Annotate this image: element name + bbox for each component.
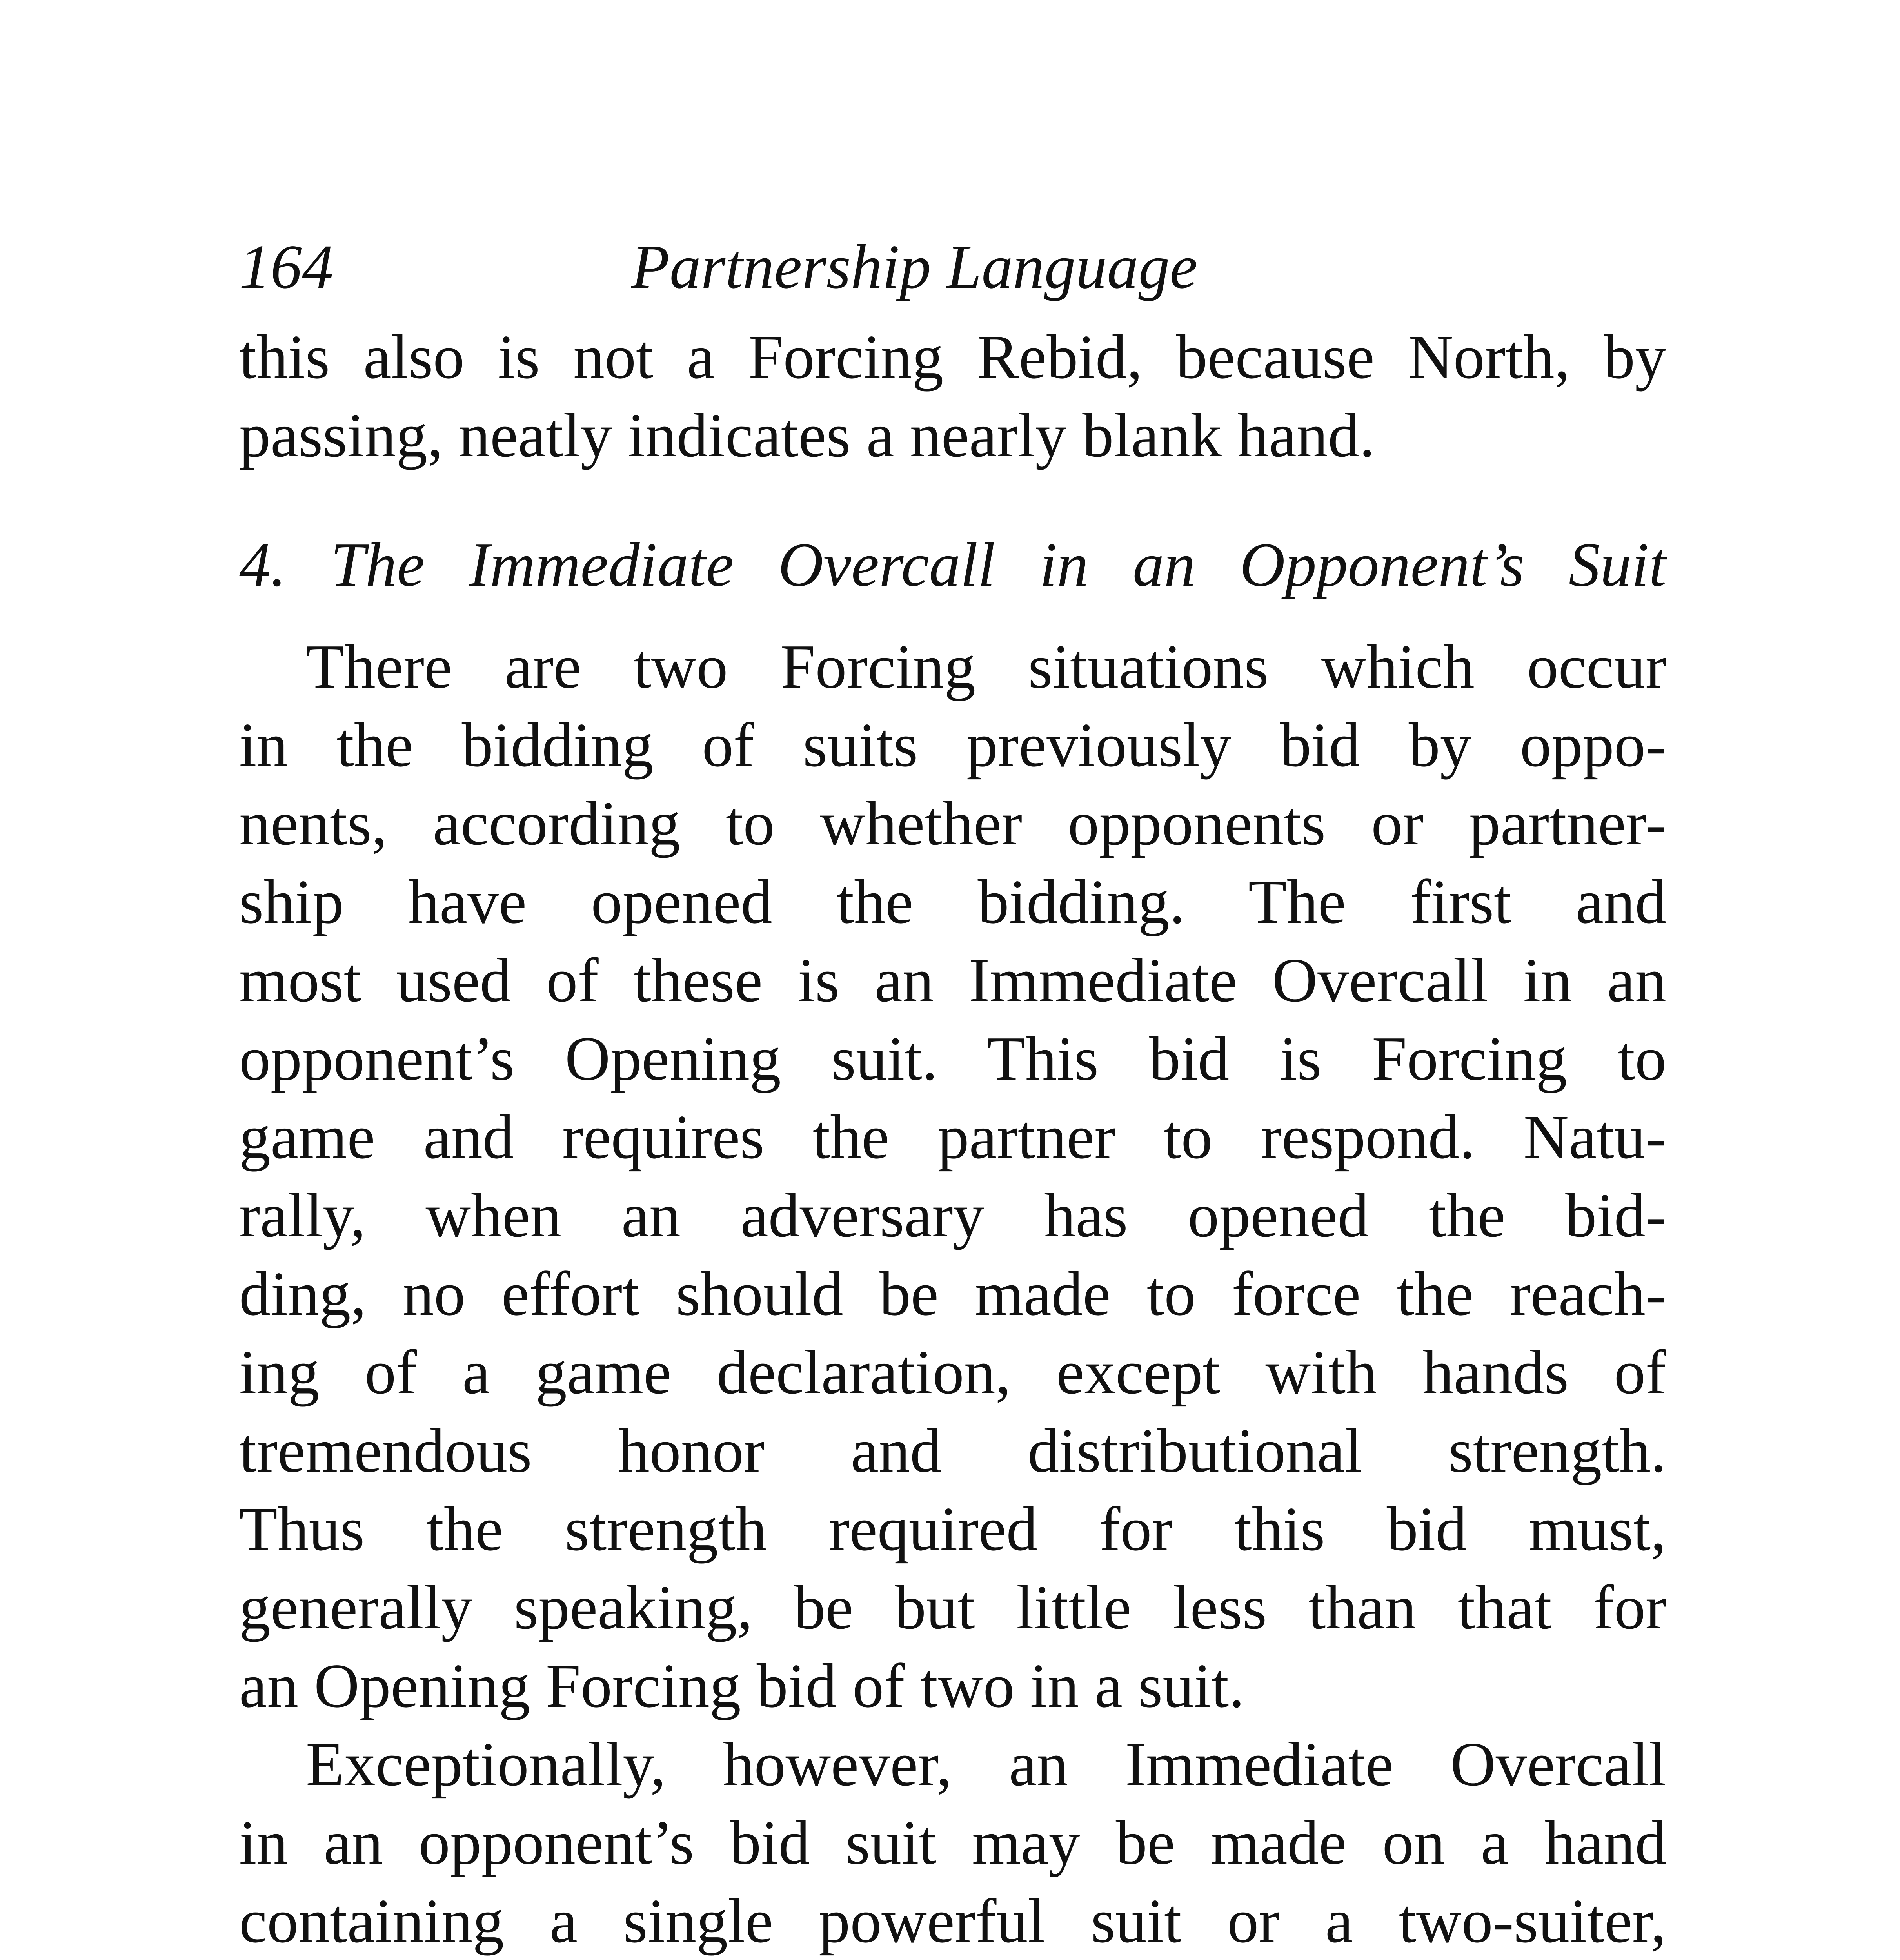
text-line: opponent’s Opening suit. This bid is Forcing to bbox=[239, 1024, 1666, 1093]
text-line: tremendous honor and distributional strength. bbox=[239, 1416, 1666, 1485]
running-title: Partnership Language bbox=[631, 232, 1198, 301]
text-line: most used of these is an Immediate Overcall in an bbox=[239, 945, 1666, 1015]
text-line: in an opponent’s bid suit may be made on a hand bbox=[239, 1808, 1666, 1877]
text-line: ship have opened the bidding. The first and bbox=[239, 867, 1666, 936]
text-line: Thus the strength required for this bid must, bbox=[239, 1494, 1666, 1564]
text-line: containing a single powerful suit or a two-suiter, bbox=[239, 1886, 1666, 1956]
text-line: ding, no effort should be made to force the reach- bbox=[239, 1259, 1666, 1328]
section-heading: 4. The Immediate Overcall in an Opponent’s Suit bbox=[239, 530, 1666, 599]
text-line: generally speaking, be but little less than that for bbox=[239, 1572, 1666, 1642]
running-head bbox=[239, 220, 1666, 314]
text-line: game and requires the partner to respond. Natu- bbox=[239, 1102, 1666, 1172]
text-line: Exceptionally, however, an Immediate Overcall bbox=[306, 1729, 1666, 1799]
page-number: 164 bbox=[239, 232, 333, 301]
text-line: There are two Forcing situations which occur bbox=[306, 632, 1666, 701]
body-text bbox=[239, 318, 1666, 1960]
text-line: in the bidding of suits previously bid by oppo- bbox=[239, 710, 1666, 780]
text-line: passing, neatly indicates a nearly blank hand. bbox=[239, 400, 1375, 470]
text-line: this also is not a Forcing Rebid, because North, by bbox=[239, 322, 1666, 392]
text-line: ing of a game declaration, except with hands of bbox=[239, 1337, 1666, 1407]
text-line: rally, when an adversary has opened the bid- bbox=[239, 1180, 1666, 1250]
text-line: an Opening Forcing bid of two in a suit. bbox=[239, 1651, 1245, 1720]
text-line: nents, according to whether opponents or partner- bbox=[239, 788, 1666, 858]
